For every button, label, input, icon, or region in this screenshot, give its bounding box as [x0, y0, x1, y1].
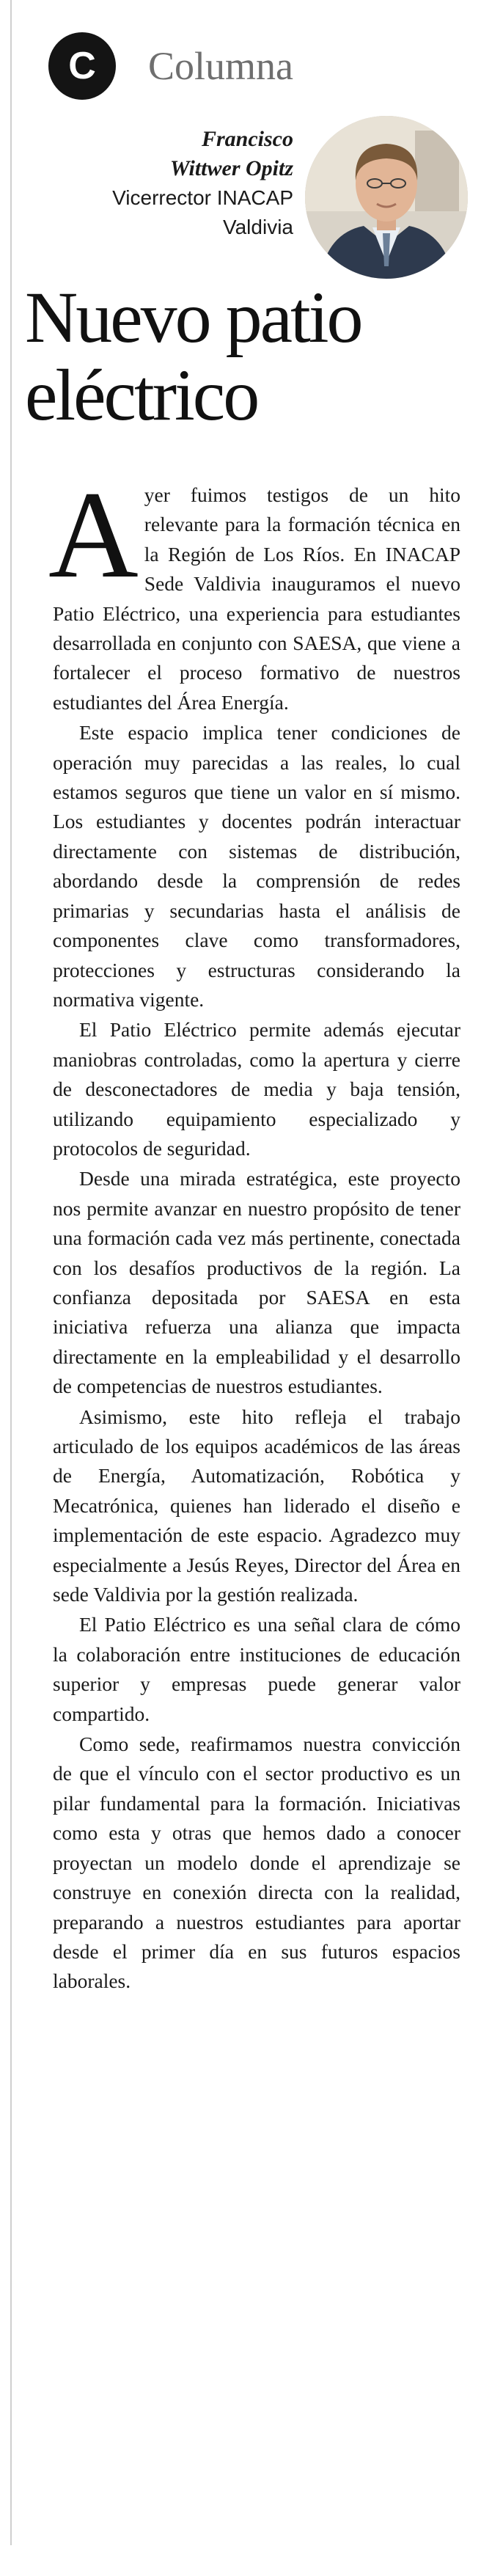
author-block [22, 125, 293, 242]
article-body [48, 466, 460, 1997]
article-paragraph: Desde una mirada estratégica, este proyecto nos permite avanzar en nuestro propósito de tener una formación cada vez más pertinente, conectada con los desafíos productivos de la región. La confianza depositada por SAESA en esta iniciativa refuerza una alianza que impacta directamente en la empleabilidad y el desarrollo de competencias de nuestros estudiantes. [53, 1167, 460, 1398]
author-role: Vicerrector INACAP [112, 186, 293, 209]
author-photo [305, 116, 468, 279]
headline-line-1: Nuevo patio [25, 277, 361, 358]
article-paragraph: El Patio Eléctrico permite además ejecutar maniobras controladas, como la apertura y cierre de desconectadores de media y baja tensión, utilizando equipamiento especializado y protocolos de seguridad. [53, 1018, 460, 1160]
section-header [48, 29, 293, 103]
section-label: Columna [148, 44, 293, 88]
column-divider [10, 0, 12, 2545]
article-paragraph: Asimismo, este hito refleja el trabajo articulado de los equipos académicos de las áreas de Energía, Automatización, Robótica y Mecatrónica, quienes han liderado el diseño e implementación de este espacio. Agradezco muy especialmente a Jesús Reyes, Director del Área en sede Valdivia por la gestión realizada. [53, 1405, 460, 1606]
author-portrait-icon [305, 116, 468, 279]
paragraph-text: yer fuimos testigos de un hito relevante para la formación técnica en la Región de Los Ríos. En INACAP Sede Valdivia inauguramos el nuevo Patio Eléctrico, una experiencia para estudiantes desarrollada en conjunto con SAESA, que viene a fortalecer el proceso formativo de nuestros estudiantes del Área Energía. [53, 483, 460, 714]
author-name-last: Wittwer Opitz [169, 156, 293, 180]
author-location: Valdivia [223, 216, 293, 238]
column-badge-icon: C [48, 32, 116, 100]
author-name-first: Francisco [201, 127, 293, 151]
article-paragraph: Este espacio implica tener condiciones de operación muy parecidas a las reales, lo cual estamos seguros que tiene un valor en sí mismo. Los estudiantes y docentes podrán interactuar directamente con sistemas de distribución, abordando desde la comprensión de redes primarias y secundarias hasta el análisis de componentes clave como transformadores, protecciones y estructuras considerando la normativa vigente. [53, 721, 460, 1011]
article-paragraph: El Patio Eléctrico es una señal clara de cómo la colaboración entre instituciones de educación superior y empresas puede generar valor compartido. [53, 1613, 460, 1725]
drop-cap: A [48, 466, 139, 604]
article-paragraph [48, 466, 460, 717]
article-headline [25, 279, 465, 434]
headline-line-2: eléctrico [25, 354, 258, 436]
article-paragraph: Como sede, reafirmamos nuestra convicción de que el vínculo con el sector productivo es un pilar fundamental para la formación. Iniciativas como esta y otras que hemos dado a conocer proyectan un modelo donde el aprendizaje se construye en conexión directa con la realidad, preparando a nuestros estudiantes para aportar desde el primer día en sus futuros espacios laborales. [53, 1732, 460, 1993]
